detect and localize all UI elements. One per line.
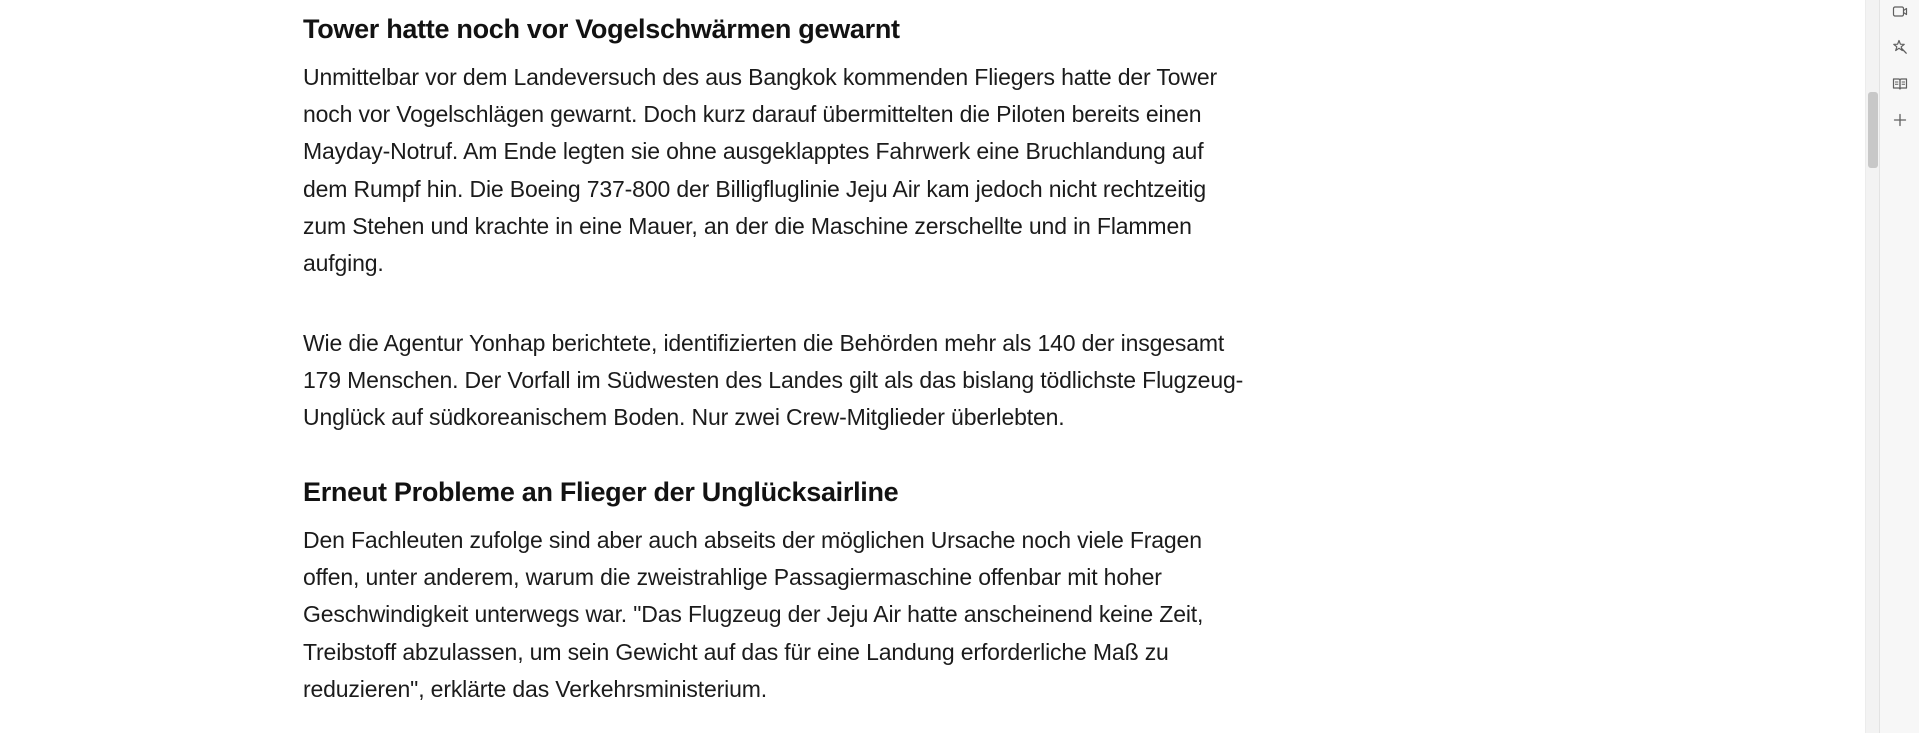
- article-paragraph-2: [303, 325, 1243, 437]
- plus-icon: [1892, 112, 1908, 128]
- browser-sidebar: [1879, 0, 1919, 733]
- reading-view-icon: [1892, 76, 1908, 92]
- section-heading-problems: Erneut Probleme an Flieger der Unglücksairline: [303, 477, 899, 507]
- paragraph-line: 179 Menschen. Der Vorfall im Südwesten des Landes gilt als das bislang tödlichste Flugzeug-: [303, 367, 1244, 394]
- paragraph-line: aufging.: [303, 250, 384, 277]
- article-paragraph-3: [303, 522, 1203, 708]
- page-scrollbar[interactable]: [1865, 0, 1879, 733]
- magic-pen-icon: [1892, 39, 1908, 55]
- media-icon: [1892, 4, 1908, 20]
- paragraph-line: Geschwindigkeit unterwegs war. "Das Flugzeug der Jeju Air hatte anscheinend keine Zeit,: [303, 601, 1204, 628]
- paragraph-line: Wie die Agentur Yonhap berichtete, identifizierten die Behörden mehr als 140 der insgesamt: [303, 330, 1225, 356]
- paragraph-line: zum Stehen und krachte in eine Mauer, an der die Maschine zerschellte und in Flammen: [303, 212, 1192, 239]
- scrollbar-thumb[interactable]: [1868, 92, 1878, 168]
- reading-view-button[interactable]: [1886, 70, 1914, 98]
- paragraph-line: offen, unter anderem, warum die zweistrahlige Passagiermaschine offenbar mit hoher: [303, 564, 1162, 591]
- add-sidebar-item-button[interactable]: [1886, 106, 1914, 134]
- paragraph-line: Unglück auf südkoreanischem Boden. Nur zwei Crew-Mitglieder überlebten.: [303, 404, 1065, 431]
- media-button[interactable]: [1886, 0, 1914, 26]
- paragraph-line: Treibstoff abzulassen, um sein Gewicht auf das für eine Landung erforderliche Maß zu: [303, 638, 1169, 665]
- paragraph-line: Den Fachleuten zufolge sind aber auch abseits der möglichen Ursache noch viele Fragen: [303, 527, 1202, 553]
- paragraph-line: Unmittelbar vor dem Landeversuch des aus Bangkok kommenden Fliegers hatte der Tower: [303, 64, 1217, 90]
- paragraph-line: reduzieren", erklärte das Verkehrsministerium.: [303, 675, 768, 702]
- paragraph-line: noch vor Vogelschlägen gewarnt. Doch kurz darauf übermittelten die Piloten bereits einen: [303, 101, 1202, 128]
- paragraph-line: Mayday-Notruf. Am Ende legten sie ohne ausgeklapptes Fahrwerk eine Bruchlandung auf: [303, 138, 1204, 165]
- magic-pen-button[interactable]: [1886, 33, 1914, 61]
- section-heading-tower: Tower hatte noch vor Vogelschwärmen gewarnt: [303, 14, 900, 44]
- article-paragraph-1: [303, 59, 1217, 282]
- paragraph-line: dem Rumpf hin. Die Boeing 737-800 der Billigfluglinie Jeju Air kam jedoch nicht rechtzeitig: [303, 175, 1207, 202]
